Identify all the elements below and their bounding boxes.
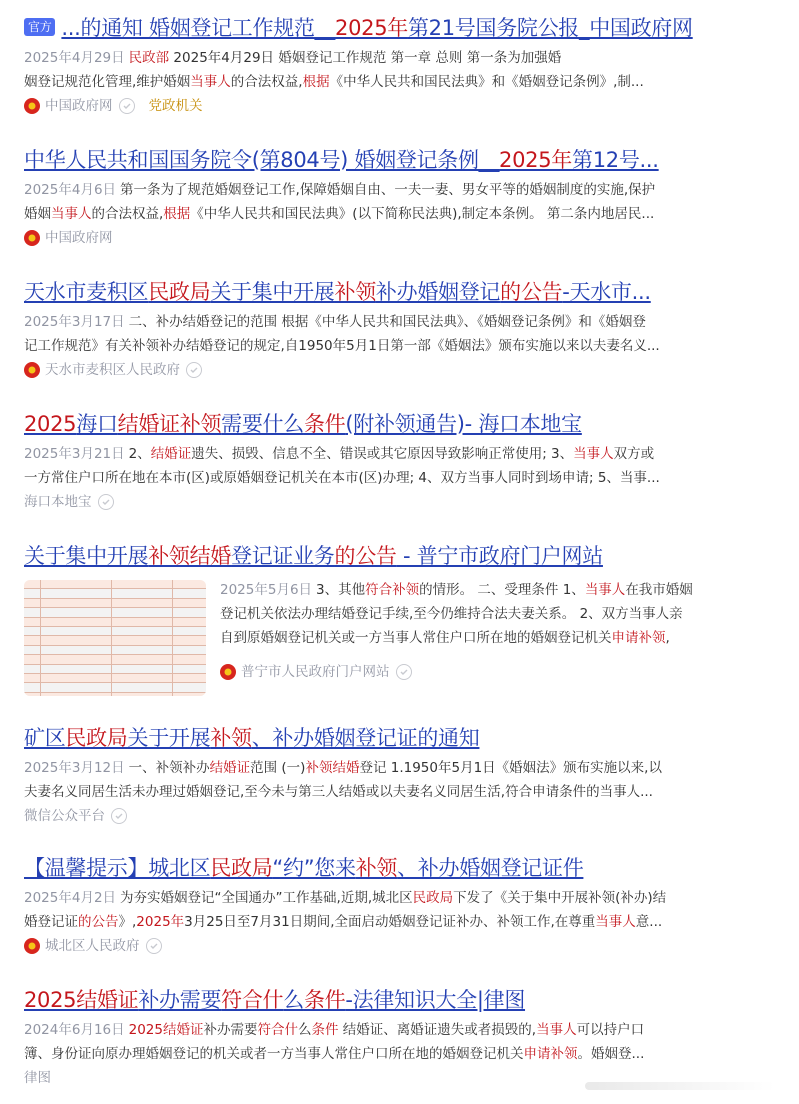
search-result [24, 410, 781, 512]
result-source[interactable]: 天水市麦积区人民政府 [24, 360, 781, 380]
result-title-link[interactable]: 中华人民共和国国务院令(第804号) 婚姻登记条例__2025年第12号... [24, 148, 659, 172]
official-badge: 官方 [24, 18, 55, 36]
national-emblem-icon [24, 98, 40, 114]
result-source[interactable]: 微信公众平台 [24, 806, 781, 826]
search-result [24, 724, 781, 826]
result-title-link[interactable]: 关于集中开展补领结婚登记证业务的公告 - 普宁市政府门户网站 [24, 544, 603, 568]
search-result [24, 146, 781, 248]
result-title-link[interactable]: 2025结婚证补办需要符合什么条件-法律知识大全|律图 [24, 988, 526, 1012]
result-source[interactable]: 中国政府网 [24, 228, 781, 248]
result-source[interactable]: 律图 [24, 1070, 51, 1086]
result-abstract: 2025年4月6日 第一条为了规范婚姻登记工作,保障婚姻自由、一夫一妻、男女平等的婚姻制度的实施,保护 婚姻当事人的合法权益,根据《中华人民共和国民法典》(以下简称民法典),制定本条例。 第二条内地居民... [24, 182, 656, 222]
result-abstract: 2025年4月2日 为夯实婚姻登记“全国通办”工作基础,近期,城北区民政局下发了《关于集中开展补领(补办)结 婚登记证的公告》,2025年3月25日至7月31日期间,全面启动婚姻登记证补办、补领工作,在尊重当事人意... [24, 890, 667, 930]
verified-icon [396, 664, 412, 680]
result-source[interactable]: 海口本地宝 [24, 492, 781, 512]
result-source[interactable]: 普宁市人民政府门户网站 [220, 662, 781, 682]
search-result [24, 278, 781, 380]
result-abstract: 2025年5月6日 3、其他符合补领的情形。 二、受理条件 1、当事人在我市婚姻 登记机关依法办理结婚登记手续,至今仍维持合法夫妻关系。 2、双方当事人亲 自到原婚姻登记机关或一方当事人常住户口所在地的婚姻登记机关申请补领, [220, 582, 693, 646]
result-abstract: 2024年6月16日 2025结婚证补办需要符合什么条件 结婚证、离婚证遗失或者损毁的,当事人可以持户口 簿、身份证向原办理婚姻登记的机关或者一方当事人常住户口所在地的婚姻登记机关申请补领。婚姻登... [24, 1022, 645, 1062]
search-result [24, 986, 781, 1088]
result-title-link[interactable]: 2025海口结婚证补领需要什么条件(附补领通告)- 海口本地宝 [24, 412, 582, 436]
result-title-link[interactable]: 官方 ...的通知 婚姻登记工作规范__2025年第21号国务院公报_中国政府网 [24, 14, 781, 42]
verified-icon [186, 362, 202, 378]
verified-icon [146, 938, 162, 954]
result-abstract: 2025年3月12日 一、补领补办结婚证范围 (一)补领结婚登记 1.1950年5月1日《婚姻法》颁布实施以来,以 夫妻名义同居生活未办理过婚姻登记,至今未与第三人结婚或以夫妻名义同居生活,符合申请条件的当事人... [24, 760, 662, 800]
result-source[interactable]: 城北区人民政府 [24, 936, 781, 956]
search-result [24, 542, 781, 712]
result-abstract: 2025年3月17日 二、补办结婚登记的范围 根据《中华人民共和国民法典》、《婚姻登记条例》和《婚姻登 记工作规范》有关补领补办结婚登记的规定,自1950年5月1日第一部《婚姻法》颁布实施以来以夫妻名义... [24, 314, 660, 354]
result-title-link[interactable]: 矿区民政局关于开展补领、补办婚姻登记证的通知 [24, 726, 480, 750]
search-result [24, 854, 781, 956]
party-gov-tag: 党政机关 [148, 98, 203, 114]
result-title-link[interactable]: 【温馨提示】城北区民政局“约”您来补领、补办婚姻登记证件 [24, 856, 584, 880]
result-abstract: 2025年4月29日 民政部 2025年4月29日 婚姻登记工作规范 第一章 总则 第一条为加强婚 姻登记规范化管理,维护婚姻当事人的合法权益,根据《中华人民共和国民法典》和《婚姻登记条例》,制... [24, 50, 644, 90]
national-emblem-icon [220, 664, 236, 680]
result-title-link[interactable]: 天水市麦积区民政局关于集中开展补领补办婚姻登记的公告-天水市... [24, 280, 651, 304]
national-emblem-icon [24, 938, 40, 954]
search-result [24, 14, 781, 116]
result-abstract: 2025年3月21日 2、结婚证遗失、损毁、信息不全、错误或其它原因导致影响正常使用; 3、当事人双方或 一方常住户口所在地在本市(区)或原婚姻登记机关在本市(区)办理; 4、双方当事人同时到场申请; 5、当事... [24, 446, 660, 486]
verified-icon [98, 494, 114, 510]
horizontal-scrollbar[interactable] [585, 1082, 775, 1090]
result-source[interactable]: 中国政府网 党政机关 [24, 96, 781, 116]
national-emblem-icon [24, 362, 40, 378]
national-emblem-icon [24, 230, 40, 246]
verified-icon [111, 808, 127, 824]
verified-icon [119, 98, 135, 114]
result-thumbnail[interactable] [24, 580, 206, 696]
